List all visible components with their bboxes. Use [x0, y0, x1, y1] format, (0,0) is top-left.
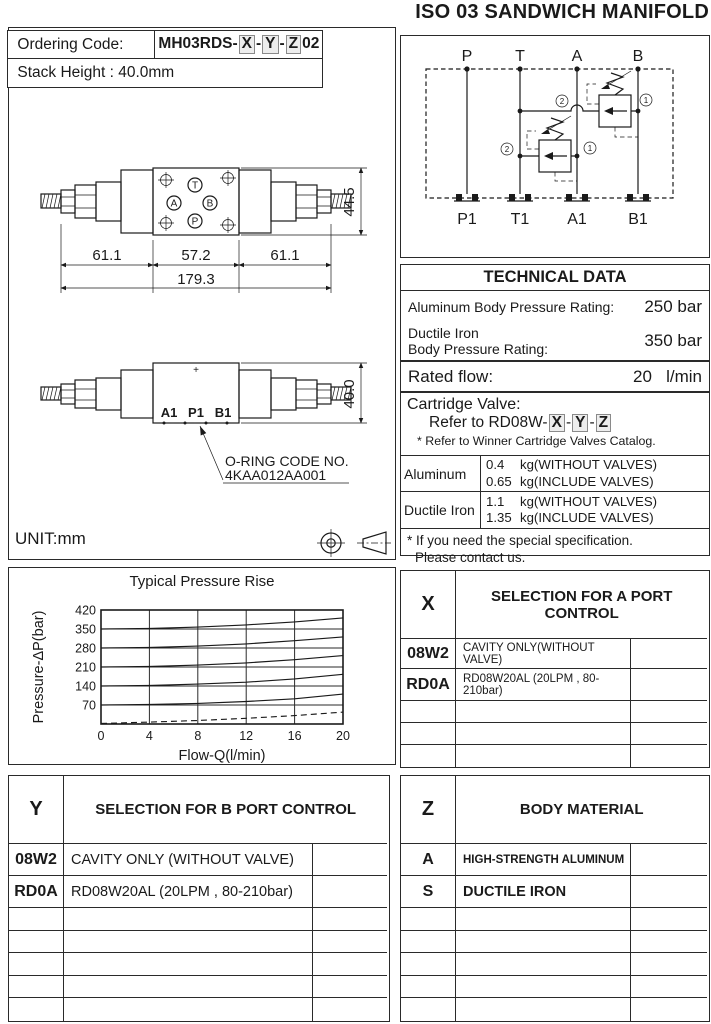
empty-cell	[631, 998, 707, 1021]
empty-cell	[401, 998, 456, 1021]
boxed-code-letter: X	[239, 35, 255, 53]
empty-cell	[456, 701, 631, 723]
port-b-label: B	[206, 198, 214, 210]
special-spec-note: * If you need the special specification. Please contact us.	[407, 533, 633, 565]
selection-table-b-port	[8, 775, 390, 1022]
empty-table-row	[401, 976, 709, 999]
option-desc: RD08W20AL (20LPM , 80-210bar)	[456, 669, 631, 701]
empty-cell	[631, 976, 707, 999]
ordering-code-value: MH03RDS- X - Y - Z 02	[158, 35, 320, 53]
table-x-title: SELECTION FOR A PORT CONTROL	[456, 571, 707, 639]
empty-cell	[401, 745, 456, 767]
chart-series	[101, 674, 343, 686]
table-row	[9, 844, 389, 876]
empty-cell	[456, 745, 631, 767]
option-extra-cell	[631, 669, 707, 701]
empty-cell	[631, 723, 707, 745]
empty-cell	[64, 908, 313, 931]
empty-cell	[313, 953, 387, 976]
cartridge-valve-note: * Refer to Winner Cartridge Valves Catalog.	[417, 434, 656, 449]
empty-table-row	[401, 931, 709, 954]
empty-table-row	[9, 998, 389, 1021]
third-angle-projection-symbol	[311, 528, 391, 558]
mechanical-drawing	[9, 128, 397, 488]
circuit-port-b1: B1	[628, 211, 648, 228]
port-letter-icons	[167, 178, 217, 228]
dim-total: 179.3	[177, 271, 215, 288]
svg-text:0: 0	[97, 729, 105, 743]
rated-flow-value: 20 l/min	[633, 366, 702, 386]
ductile-pressure-row	[401, 322, 709, 362]
option-code: 08W2	[9, 844, 64, 876]
oring-note-line1: O-RING CODE NO.	[225, 453, 349, 469]
valve-port-2-icon: 2	[504, 145, 510, 154]
ordering-code-box	[7, 30, 323, 88]
circuit-port-t1: T1	[510, 211, 530, 228]
weight-row-ductile	[401, 492, 709, 528]
pressure-rise-chart	[9, 590, 394, 766]
technical-data-panel	[400, 264, 710, 565]
circuit-port-t: T	[515, 48, 525, 65]
selection-table-a-port	[400, 570, 710, 768]
dim-61-right: 61.1	[270, 247, 300, 264]
empty-cell	[631, 953, 707, 976]
empty-cell	[456, 998, 631, 1021]
boxed-code-letter: Y	[262, 35, 278, 53]
stack-height-label: Stack Height : 40.0mm	[17, 64, 175, 81]
table-y-key: Y	[9, 776, 64, 844]
weight-material: Aluminum	[401, 456, 481, 491]
port-b1-label: B1	[214, 405, 232, 420]
empty-cell	[401, 723, 456, 745]
relief-valve-upper	[518, 71, 652, 137]
option-code: RD0A	[9, 876, 64, 908]
weight-material: Ductile Iron	[401, 492, 481, 528]
table-row	[401, 639, 709, 669]
boxed-code-letter: Y	[572, 414, 588, 432]
empty-table-row	[9, 976, 389, 999]
chart-series	[101, 712, 343, 723]
oring-callout	[159, 422, 349, 484]
port-p-label: P	[191, 216, 199, 228]
empty-cell	[456, 723, 631, 745]
chart-series	[101, 694, 343, 705]
svg-text:12: 12	[239, 729, 254, 743]
empty-cell	[456, 931, 631, 954]
empty-table-row	[401, 908, 709, 931]
empty-cell	[456, 908, 631, 931]
empty-cell	[64, 998, 313, 1021]
empty-cell	[9, 976, 64, 999]
svg-text:8: 8	[194, 729, 202, 743]
rated-flow-label: Rated flow:	[408, 366, 494, 386]
svg-text:350: 350	[75, 622, 96, 637]
option-extra-cell	[313, 844, 387, 876]
boxed-code-letter: X	[549, 414, 565, 432]
boxed-code-letter: Z	[286, 35, 301, 53]
empty-table-row	[401, 723, 709, 745]
table-row	[9, 876, 389, 908]
weight-row-aluminum	[401, 456, 709, 492]
option-desc: HIGH-STRENGTH ALUMINUM	[456, 844, 631, 876]
oring-note-line2: 4KAA012AA001	[225, 467, 327, 483]
circuit-port-a1: A1	[567, 211, 587, 228]
cartridge-valve-label: Cartridge Valve:	[407, 396, 521, 413]
empty-cell	[64, 931, 313, 954]
empty-table-row	[401, 701, 709, 723]
pressure-rise-panel	[8, 567, 396, 765]
aluminum-pressure-value: 250 bar	[644, 296, 702, 316]
option-code: A	[401, 844, 456, 876]
svg-text:280: 280	[75, 641, 96, 656]
empty-cell	[631, 701, 707, 723]
option-code: 08W2	[401, 639, 456, 669]
aluminum-pressure-row	[401, 291, 709, 322]
cartridge-valve-section	[401, 393, 709, 455]
empty-cell	[313, 976, 387, 999]
unit-label: UNIT:mm	[15, 529, 86, 548]
table-row	[401, 876, 709, 908]
option-code: S	[401, 876, 456, 908]
empty-cell	[401, 931, 456, 954]
table-z-title: BODY MATERIAL	[456, 776, 707, 844]
option-desc: DUCTILE IRON	[456, 876, 631, 908]
weight-table	[401, 455, 709, 529]
top-view-dimensions	[61, 168, 367, 293]
option-extra-cell	[631, 844, 707, 876]
chart-title: Typical Pressure Rise	[129, 573, 275, 590]
empty-cell	[631, 908, 707, 931]
empty-cell	[401, 976, 456, 999]
page-title: ISO 03 SANDWICH MANIFOLD	[415, 1, 709, 23]
weight-line: 0.4 kg(WITHOUT VALVES)	[486, 457, 658, 472]
option-extra-cell	[631, 876, 707, 908]
port-a1-label: A1	[160, 405, 178, 420]
empty-table-row	[401, 745, 709, 767]
option-extra-cell	[313, 876, 387, 908]
table-y-title: SELECTION FOR B PORT CONTROL	[64, 776, 387, 844]
port-t-label: T	[191, 180, 199, 192]
empty-cell	[9, 998, 64, 1021]
svg-text:140: 140	[75, 679, 96, 694]
ordering-code-label: Ordering Code:	[8, 31, 155, 58]
hydraulic-circuit-panel	[400, 35, 710, 258]
technical-data-title: TECHNICAL DATA	[401, 265, 709, 291]
option-desc: RD08W20AL (20LPM , 80-210bar)	[64, 876, 313, 908]
relief-valve-lower	[501, 116, 596, 181]
chart-series	[101, 656, 343, 667]
option-code: RD0A	[401, 669, 456, 701]
svg-text:4: 4	[145, 729, 153, 743]
circuit-port-p: P	[461, 48, 473, 65]
option-desc: CAVITY ONLY (WITHOUT VALVE)	[64, 844, 313, 876]
empty-table-row	[9, 931, 389, 954]
cartridge-valve-code: Refer to RD08W- X - Y - Z	[407, 414, 703, 432]
svg-text:Pressure-ΔP(bar): Pressure-ΔP(bar)	[31, 610, 47, 724]
weight-line: 0.65 kg(INCLUDE VALVES)	[486, 473, 654, 489]
weight-line: 1.35 kg(INCLUDE VALVES)	[486, 510, 654, 525]
option-desc: CAVITY ONLY(WITHOUT VALVE)	[456, 639, 631, 669]
empty-cell	[313, 908, 387, 931]
circuit-port-a: A	[571, 48, 583, 65]
valve-port-1-icon: 1	[643, 96, 649, 105]
ductile-pressure-value: 350 bar	[644, 331, 702, 350]
chart-series	[101, 637, 343, 648]
table-z-key: Z	[401, 776, 456, 844]
svg-text:Flow-Q(l/min): Flow-Q(l/min)	[178, 748, 266, 764]
boxed-code-letter: Z	[596, 414, 611, 432]
weight-line: 1.1 kg(WITHOUT VALVES)	[486, 493, 658, 509]
empty-cell	[9, 908, 64, 931]
circuit-port-b: B	[632, 48, 644, 65]
svg-text:210: 210	[75, 660, 96, 675]
port-a-label: A	[170, 198, 178, 210]
table-row	[401, 844, 709, 876]
body-material-table	[400, 775, 710, 1022]
dim-57: 57.2	[181, 247, 211, 264]
svg-text:16: 16	[287, 729, 302, 743]
empty-cell	[313, 931, 387, 954]
empty-cell	[9, 931, 64, 954]
circuit-diagram	[401, 36, 708, 256]
table-x-key: X	[401, 571, 456, 639]
option-extra-cell	[631, 639, 707, 669]
plus-mark: +	[193, 365, 199, 376]
chart-series	[101, 618, 343, 629]
port-p1-label: P1	[188, 405, 204, 420]
empty-cell	[456, 976, 631, 999]
dim-height-44: 44.5	[341, 187, 358, 217]
rated-flow-row	[401, 362, 709, 393]
valve-port-2-icon: 2	[559, 97, 565, 106]
dimension-drawing-panel	[8, 27, 396, 560]
empty-cell	[456, 953, 631, 976]
aluminum-pressure-label: Aluminum Body Pressure Rating:	[408, 298, 615, 315]
valve-port-1-icon: 1	[587, 144, 593, 153]
empty-cell	[64, 953, 313, 976]
empty-cell	[401, 701, 456, 723]
empty-cell	[9, 953, 64, 976]
table-row	[401, 669, 709, 701]
circuit-port-p1: P1	[457, 211, 477, 228]
empty-cell	[631, 745, 707, 767]
empty-cell	[64, 976, 313, 999]
svg-text:20: 20	[336, 729, 350, 743]
empty-cell	[401, 908, 456, 931]
ductile-pressure-label: Ductile Iron Body Pressure Rating:	[408, 325, 549, 357]
empty-cell	[313, 998, 387, 1021]
empty-table-row	[9, 953, 389, 976]
svg-text:70: 70	[82, 698, 96, 713]
empty-cell	[401, 953, 456, 976]
svg-text:420: 420	[75, 603, 96, 618]
dim-61-left: 61.1	[92, 247, 122, 264]
empty-cell	[631, 931, 707, 954]
dim-height-40: 40.0	[341, 379, 358, 409]
front-view-dimension	[241, 363, 367, 423]
empty-table-row	[9, 908, 389, 931]
empty-table-row	[401, 953, 709, 976]
empty-table-row	[401, 998, 709, 1021]
